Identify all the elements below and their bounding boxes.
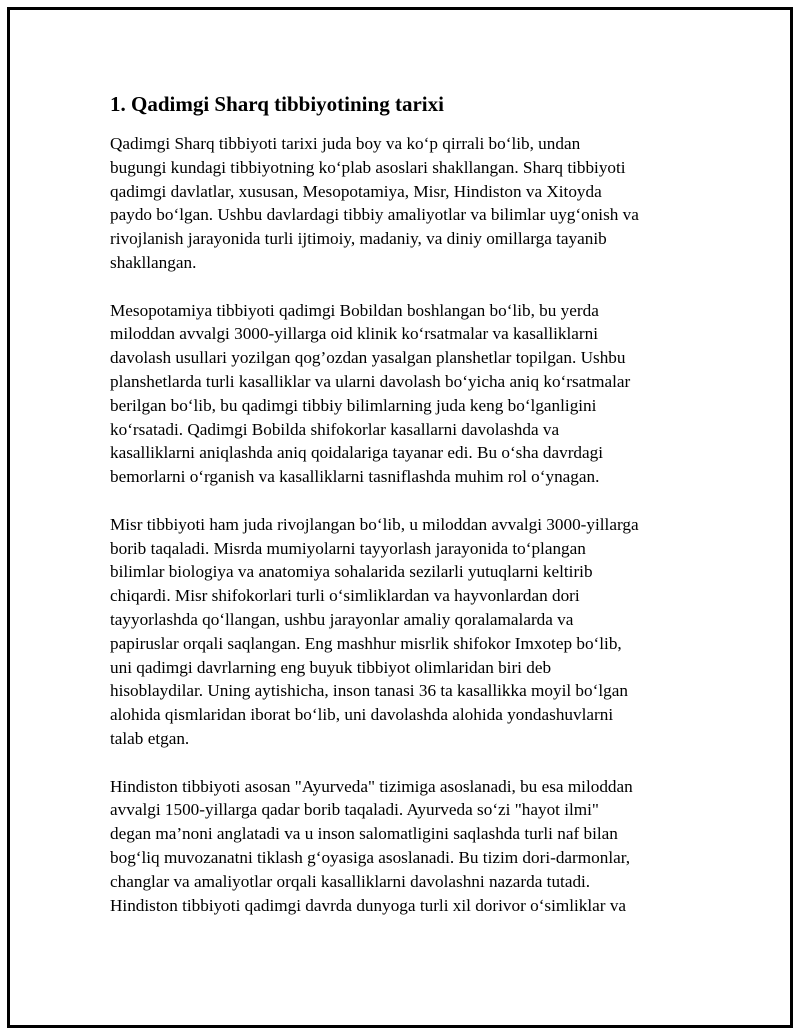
paragraph-mesopotamia: Mesopotamiya tibbiyoti qadimgi Bobildan boshlangan bo‘lib, bu yerda miloddan avvalgi 3000-yillarga oid klinik ko‘rsatmalar va kasalliklarni davolash usullari yozilgan qog’ozdan yasalgan planshetlar topilgan. Ushbu planshetlarda turli kasalliklar va ularni davolash bo‘yicha aniq ko‘rsatmalar berilgan bo‘lib, bu qadimgi tibbiy bilimlarning juda keng bo‘lganligini ko‘rsatadi. Qadimgi Bobilda shifokorlar kasallarni davolashda va kasalliklarni aniqlashda aniq qoidalariga tayanar edi. Bu o‘sha davrdagi bemorlarni o‘rganish va kasalliklarni tasniflashda muhim rol o‘ynagan. <box>110 300 631 487</box>
paragraph-india: Hindiston tibbiyoti asosan "Ayurveda" tizimiga asoslanadi, bu esa miloddan avvalgi 1500-yillarga qadar borib taqaladi. Ayurveda so‘zi "hayot ilmi" degan ma’noni anglatadi va u inson salomatligini saqlashda turli naf bilan bog‘liq muvozanatni tiklash g‘oyasiga asoslanadi. Bu tizim dori-darmonlar, changlar va amaliyotlar orqali kasalliklarni davolashni nazarda tutadi. Hindiston tibbiyoti qadimgi davrda dunyoga turli xil dorivor o‘simliklar va <box>110 776 633 915</box>
paragraph-egypt: Misr tibbiyoti ham juda rivojlangan bo‘lib, u miloddan avvalgi 3000-yillarga borib taqaladi. Misrda mumiyolarni tayyorlash jarayonida to‘plangan bilimlar biologiya va anatomiya sohalarida sezilarli yutuqlarni keltirib chiqardi. Misr shifokorlari turli o‘simliklardan va hayvonlardan dori tayyorlashda qo‘llangan, ushbu jarayonlar amaliy qoralamalarda va papiruslar orqali saqlangan. Eng mashhur misrlik shifokor Imxotep bo‘lib, uni qadimgi davrlarning eng buyuk tibbiyot olimlaridan biri deb hisoblaydilar. Uning aytishicha, inson tanasi 36 ta kasallikka moyil bo‘lgan alohida qismlaridan iborat bo‘lib, uni davolashda alohida yondashuvlarni talab etgan. <box>110 514 639 748</box>
document-body <box>110 90 700 941</box>
paragraph-intro: Qadimgi Sharq tibbiyoti tarixi juda boy va ko‘p qirrali bo‘lib, undan bugungi kundagi tibbiyotning ko‘plab asoslari shakllangan. Sharq tibbiyoti qadimgi davlatlar, xususan, Mesopotamiya, Misr, Hindiston va Xitoyda paydo bo‘lgan. Ushbu davlardagi tibbiy amaliyotlar va bilimlar uyg‘onish va rivojlanish jarayonida turli ijtimoiy, madaniy, va diniy omillarga tayanib shakllangan. <box>110 134 639 272</box>
section-heading: 1. Qadimgi Sharq tibbiyotining tarixi <box>110 92 444 116</box>
